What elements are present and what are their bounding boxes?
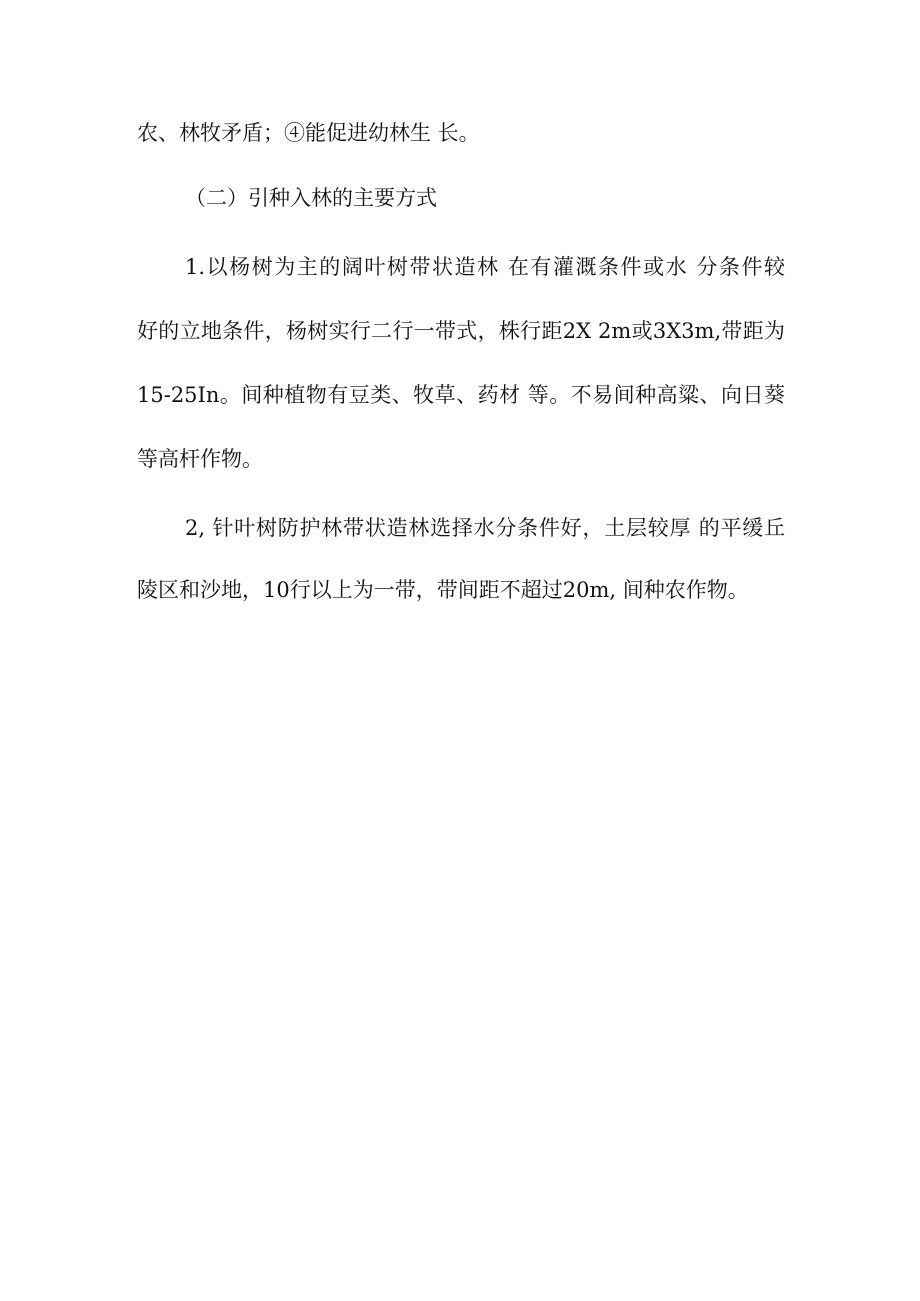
paragraph-3-line-2: 陵区和沙地，10行以上为一带，带间距不超过20m, 间种农作物。 <box>137 578 749 602</box>
section-heading: （二）引种入林的主要方式 <box>185 186 437 210</box>
paragraph-2-line-1: 1.以杨树为主的阔叶树带状造林 在有灌溉条件或水 分条件较 <box>185 255 785 279</box>
paragraph-1-line-1: 农、林牧矛盾；④能促进幼林生 长。 <box>137 121 480 145</box>
paragraph-2-line-3: 15-25In。间种植物有豆类、牧草、药材 等。不易间种高粱、向日葵 <box>137 383 785 407</box>
paragraph-2-line-2: 好的立地条件，杨树实行二行一带式，株行距2X 2m或3X3m,带距为 <box>137 319 785 343</box>
paragraph-2-line-4: 等高杆作物。 <box>137 447 263 471</box>
paragraph-3-line-1: 2, 针叶树防护林带状造林选择水分条件好，土层较厚 的平缓丘 <box>185 516 785 540</box>
